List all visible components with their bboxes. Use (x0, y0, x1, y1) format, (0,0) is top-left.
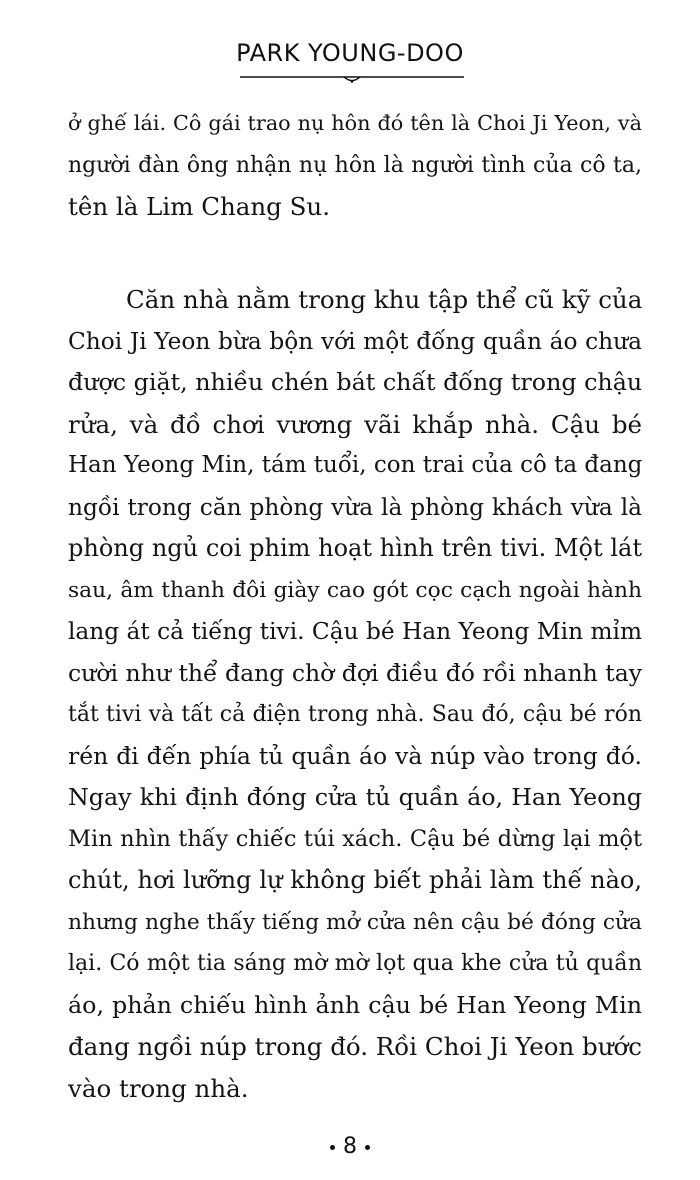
text-line: Ngay khi định đóng cửa tủ quần áo, Han Yeong (68, 783, 642, 811)
header-author-name: PARK YOUNG-DOO (236, 39, 464, 67)
text-line: được giặt, nhiều chén bát chất đống trong chậu (68, 368, 643, 396)
text-line: lang át cả tiếng tivi. Cậu bé Han Yeong Min mỉm (68, 618, 642, 645)
text-line: tên là Lim Chang Su. (68, 192, 330, 221)
text-line: cười như thể đang chờ đợi điều đó rồi nhanh tay (68, 658, 642, 687)
text-line: lại. Có một tia sáng mờ mờ lọt qua khe cửa tủ quần (68, 951, 642, 976)
text-line: ở ghế lái. Cô gái trao nụ hôn đó tên là Choi Ji Yeon, và (68, 111, 642, 135)
text-line: vào trong nhà. (68, 1073, 249, 1103)
text-line: nhưng nghe thấy tiếng mở cửa nên cậu bé đóng cửa (68, 909, 642, 935)
text-line: Min nhìn thấy chiếc túi xách. Cậu bé dừng lại một (68, 825, 642, 852)
page-number (0, 1133, 700, 1161)
paragraph-2 (68, 279, 642, 1109)
bullet-dot-icon (330, 1145, 335, 1150)
text-line: phòng ngủ coi phim hoạt hình trên tivi. Một lát (68, 534, 642, 562)
header-ornament-rule (240, 74, 464, 84)
text-line: chút, hơi lưỡng lự không biết phải làm thế nào, (68, 866, 642, 894)
text-line: Choi Ji Yeon bừa bộn với một đống quần áo chưa (68, 327, 642, 355)
text-line: người đàn ông nhận nụ hôn là người tình của cô ta, (68, 152, 642, 178)
bullet-dot-icon (365, 1145, 370, 1150)
text-line: ngồi trong căn phòng vừa là phòng khách vừa là (68, 493, 642, 521)
running-header (0, 38, 700, 68)
text-line: tắt tivi và tất cả điện trong nhà. Sau đó, cậu bé rón (68, 702, 642, 727)
text-line: Căn nhà nằm trong khu tập thể cũ kỹ của (126, 285, 643, 314)
text-line: sau, âm thanh đôi giày cao gót cọc cạch ngoài hành (68, 577, 642, 603)
text-line: đang ngồi núp trong đó. Rồi Choi Ji Yeon bước (68, 1032, 642, 1061)
page-number-value: 8 (343, 1134, 357, 1159)
text-line: Han Yeong Min, tám tuổi, con trai của cô ta đang (68, 452, 643, 478)
text-line: rửa, và đồ chơi vương vãi khắp nhà. Cậu bé (68, 409, 642, 439)
text-line: áo, phản chiếu hình ảnh cậu bé Han Yeong Min (68, 990, 642, 1019)
paragraph-1 (68, 103, 642, 228)
text-line: rén đi đến phía tủ quần áo và núp vào trong đó. (68, 741, 642, 770)
